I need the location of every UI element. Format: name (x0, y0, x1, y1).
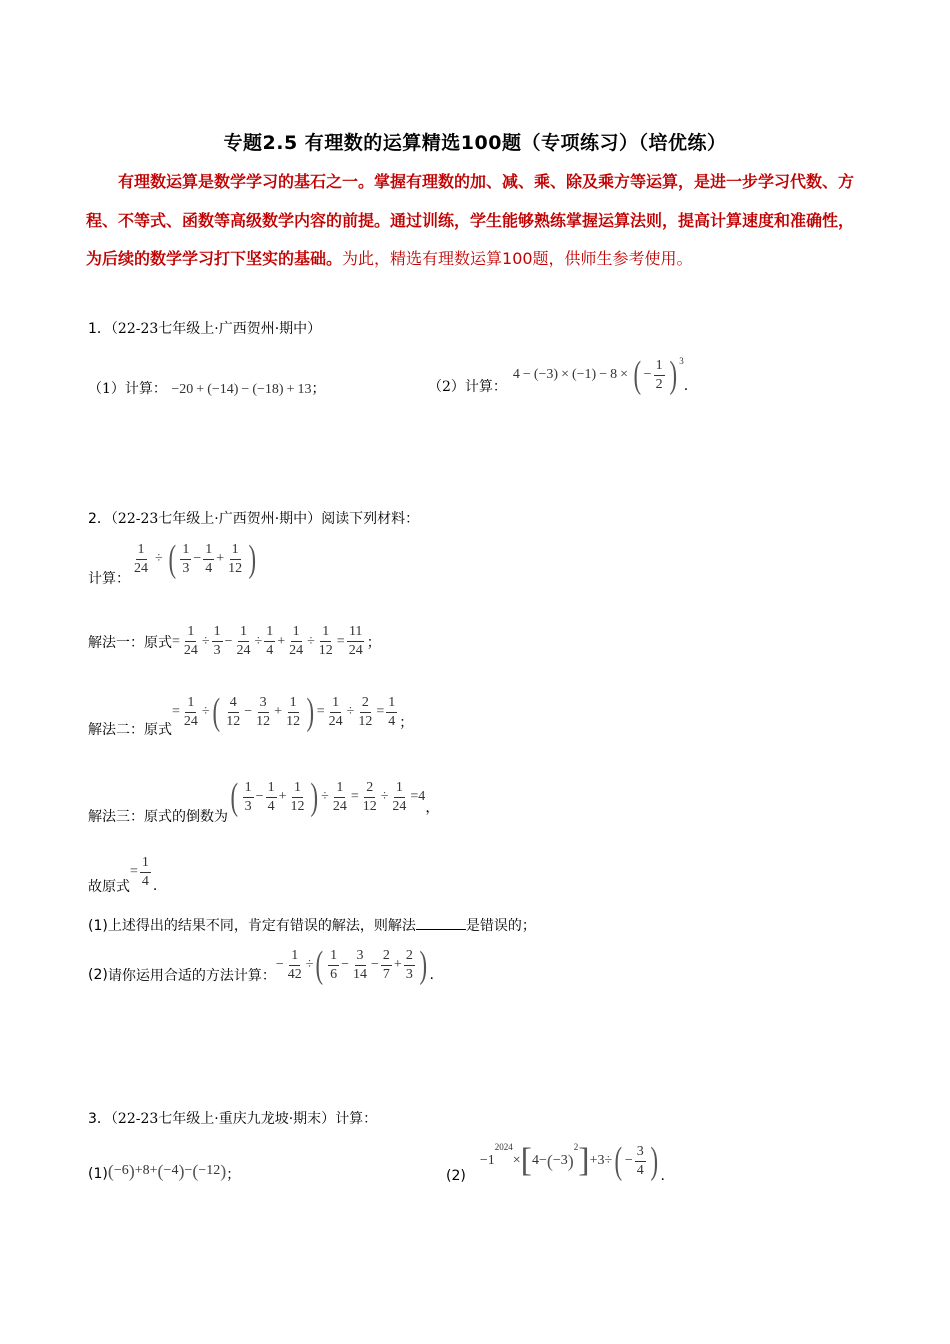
intro-paragraph (86, 163, 866, 279)
question-text: 请你运用合适的方法计算： (107, 968, 276, 984)
part-label: （1）计算： (88, 381, 167, 397)
math-expression: − $\frac{1}{42}$ ÷ ( $\frac{1}{6}$ − $\frac{3}{14}$ − $\frac{2}{7}$ + $\frac{2}{3}$ ) (275, 944, 427, 986)
problem-2-method-2 (88, 685, 413, 739)
part-end: . (683, 378, 689, 394)
question-text: 上述得出的结果不同，肯定有错误的解法，则解法 (107, 918, 416, 934)
math-expression: −20 + (−14) − (−18) + 13 (171, 382, 312, 397)
problem-2-conclusion (88, 848, 157, 896)
problem-stem: 计算： (335, 1111, 378, 1127)
math-expression: −1 2024 × [ 4− ( −3 ) $^2$ ] +3÷ ( − $\frac{3}{4}$ ) (479, 1140, 658, 1182)
problem-2-method-3 (88, 768, 439, 826)
method-label: 解法二：原式 (88, 722, 172, 738)
problem-stem: 阅读下列材料： (321, 511, 420, 527)
part-end: ； (226, 1167, 241, 1183)
document-title: 专题2.5 有理数的运算精选100题（专项练习）（培优练） (223, 132, 727, 154)
problem-number: 3． (88, 1111, 111, 1127)
part-label: (1) (88, 1166, 108, 1182)
compute-label: 计算： (88, 571, 130, 587)
problem-number: 2． (88, 511, 111, 527)
math-expression: = $\frac{1}{24}$ ÷ $\frac{1}{3}$ − $\frac{1}{24}$ ÷ $\frac{1}{4}$ + $\frac{1}{24}$ ÷ $\frac{1}{12}$ = $\frac{11}{24}$ (172, 624, 363, 658)
math-expression: ( −6 ) +8+ ( −4 ) − ( −12 ) (107, 1160, 227, 1181)
math-expression: ( $\frac{1}{3}$ − $\frac{1}{4}$ + $\frac{1}{12}$ ) ÷ $\frac{1}{24}$ = $\frac{2}{12}$ ÷ $\frac{1}{24}$ =4 (230, 776, 426, 818)
problem-source: （22-23七年级上·重庆九龙坡·期末） (110, 1111, 336, 1127)
conclusion-end: . (152, 878, 158, 894)
intro-bold-text: 有理数运算是数学学习的基石之一。掌握有理数的加、减、乘、除及乘方等运算，是进一步学习代数、方程、不等式、函数等高级数学内容的前提。通过训练，学生能够熟练掌握运算法则，提高计算速度和准确性，为后续的数学学习打下坚实的基础。 (86, 172, 855, 268)
problem-source: （22-23七年级上·广西贺州·期中） (110, 321, 322, 337)
math-expression: $\frac{1}{24}$ ÷ ( $\frac{1}{3}$ − $\frac{1}{4}$ + $\frac{1}{12}$ ) (134, 538, 257, 580)
question-prefix: (1) (88, 918, 108, 934)
problem-3-header (88, 1108, 377, 1128)
problem-2-method-1 (88, 625, 381, 658)
method-label: 解法三：原式的倒数为 (88, 809, 228, 825)
problem-number: 1． (88, 321, 111, 337)
question-prefix: (2) (88, 967, 108, 983)
problem-source: （22-23七年级上·广西贺州·期中） (110, 511, 322, 527)
method-end: ， (425, 800, 440, 816)
problem-1-header (88, 318, 321, 338)
problem-1-part-2 (428, 350, 688, 400)
problem-2-header (88, 508, 419, 528)
part-end: . (660, 1168, 665, 1184)
part-label: （2）计算： (428, 379, 507, 395)
method-label: 解法一：原式 (88, 634, 172, 651)
method-end: ； (366, 634, 381, 651)
question-text-after: 是错误的； (465, 918, 536, 934)
problem-3-part-2 (446, 1138, 665, 1184)
math-expression: = $\frac{1}{4}$ (130, 854, 149, 889)
problem-2-compute (88, 538, 259, 588)
intro-plain-text: 为此，精选有理数运算100题，供师生参考使用。 (342, 249, 693, 268)
problem-3-part-1 (88, 1158, 240, 1184)
answer-blank[interactable] (416, 915, 466, 930)
problem-2-question-1 (88, 915, 536, 935)
part-label: (2) (446, 1168, 466, 1184)
math-expression: = $\frac{1}{24}$ ÷ ( $\frac{4}{12}$ − $\frac{3}{12}$ + $\frac{1}{12}$ ) = $\frac{1}{24}$ ÷ $\frac{2}{12}$ = $\frac{1}{4}$ (172, 691, 396, 733)
question-end: . (429, 967, 434, 983)
conclusion-label: 故原式 (88, 879, 130, 895)
problem-1-part-1 (88, 378, 325, 398)
problem-2-question-2 (88, 945, 434, 985)
part-end: ； (311, 381, 326, 397)
method-end: ； (399, 715, 414, 731)
math-expression: 4 − (−3) × (−1) − 8 × ( − $\frac{1}{2}$ ) $^3$ (512, 354, 684, 396)
